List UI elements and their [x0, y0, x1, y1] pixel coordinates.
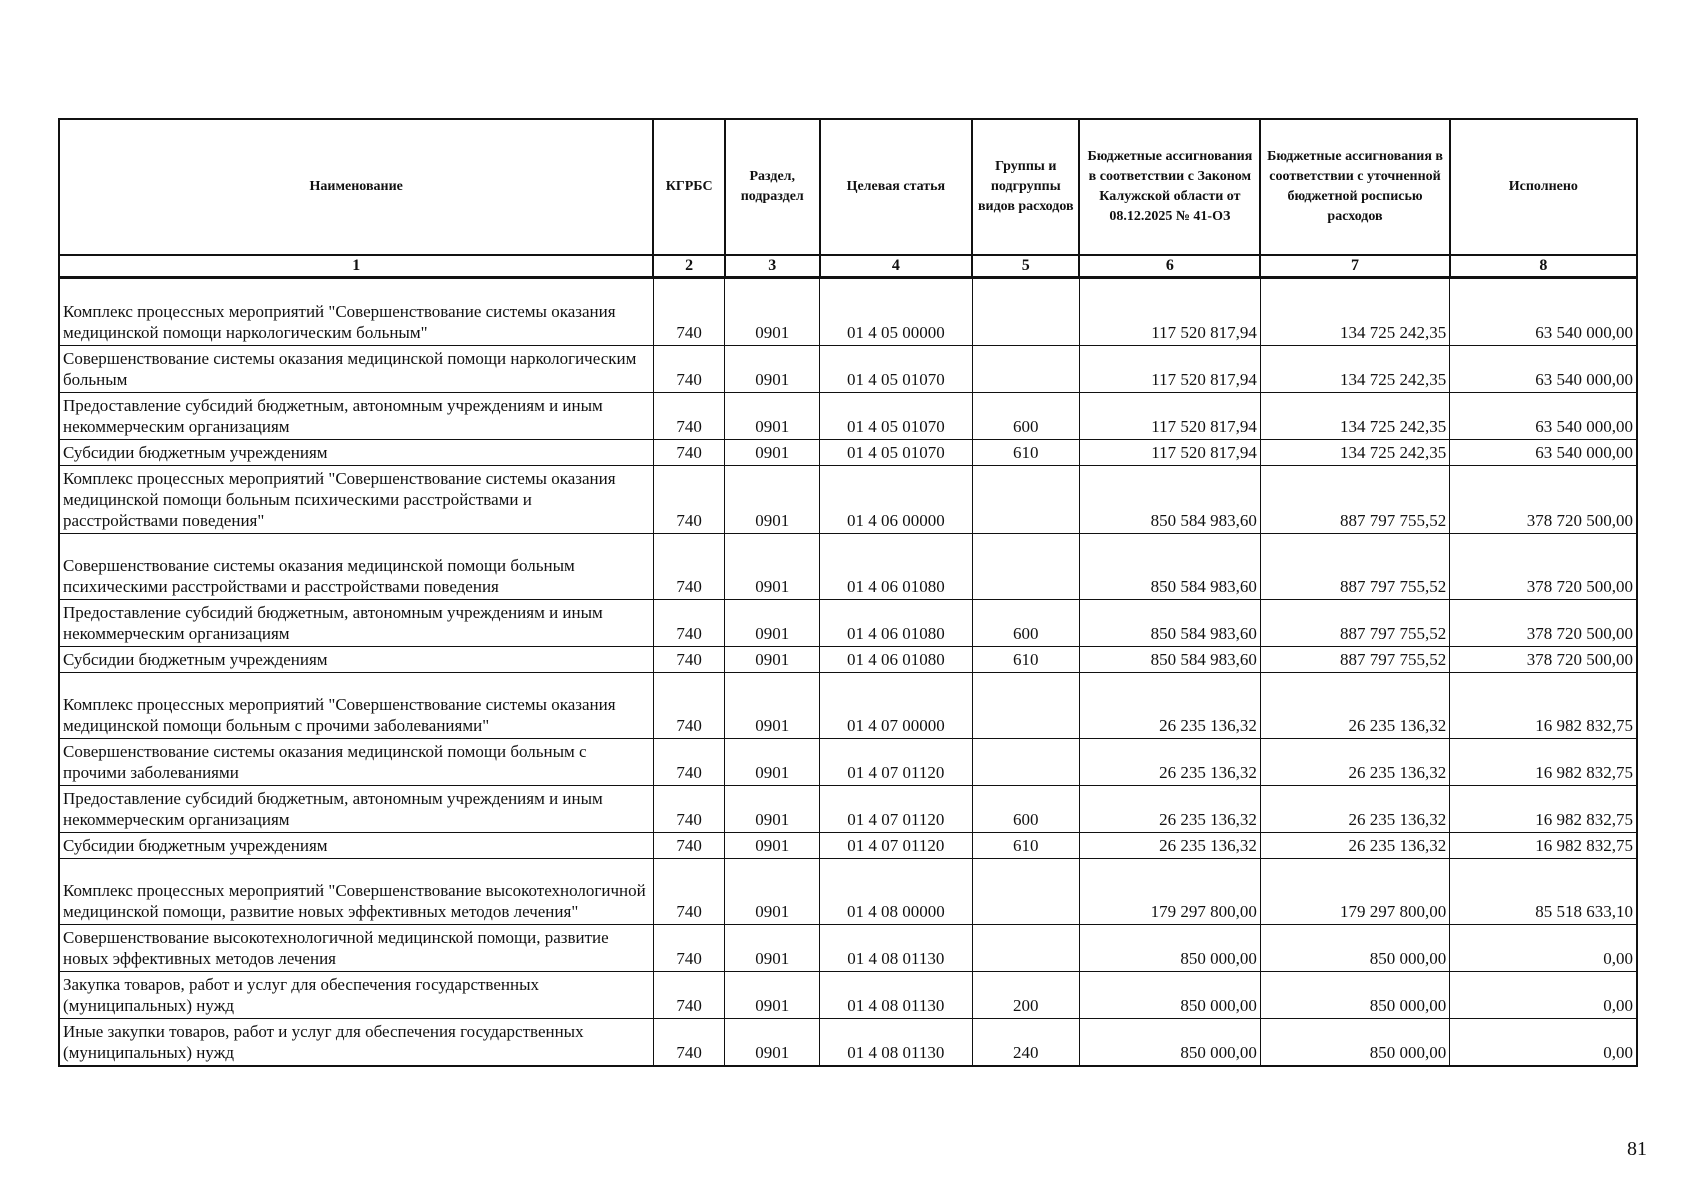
cell-section: 0901: [725, 534, 820, 600]
cell-name: Комплекс процессных мероприятий "Совершенствование высокотехнологичной медицинской помощи, развитие новых эффективных методов лечения": [59, 859, 653, 925]
cell-executed: 0,00: [1450, 972, 1637, 1019]
cell-kgrbs: 740: [653, 346, 725, 393]
cell-target-article: 01 4 08 00000: [820, 859, 973, 925]
cell-expense-group: 610: [972, 647, 1079, 673]
cell-target-article: 01 4 07 01120: [820, 739, 973, 786]
table-row: [59, 925, 1637, 972]
header-row: [59, 119, 1637, 255]
cell-law-allocation: 26 235 136,32: [1079, 739, 1260, 786]
cell-refined-allocation: 26 235 136,32: [1260, 739, 1449, 786]
cell-expense-group: [972, 739, 1079, 786]
cell-name: Закупка товаров, работ и услуг для обеспечения государственных (муниципальных) нужд: [59, 972, 653, 1019]
table-row: [59, 600, 1637, 647]
column-number: 8: [1450, 255, 1637, 278]
cell-executed: 16 982 832,75: [1450, 833, 1637, 859]
cell-refined-allocation: 850 000,00: [1260, 1019, 1449, 1067]
cell-target-article: 01 4 08 01130: [820, 1019, 973, 1067]
cell-section: 0901: [725, 647, 820, 673]
column-number: 3: [725, 255, 820, 278]
header-refined-allocations: Бюджетные ассигнования в соответствии с уточненной бюджетной росписью расходов: [1260, 119, 1449, 255]
cell-kgrbs: 740: [653, 925, 725, 972]
table-row: [59, 466, 1637, 534]
cell-section: 0901: [725, 739, 820, 786]
cell-law-allocation: 117 520 817,94: [1079, 393, 1260, 440]
cell-expense-group: 200: [972, 972, 1079, 1019]
cell-law-allocation: 117 520 817,94: [1079, 278, 1260, 346]
cell-expense-group: 600: [972, 393, 1079, 440]
cell-expense-group: 600: [972, 600, 1079, 647]
cell-name: Субсидии бюджетным учреждениям: [59, 440, 653, 466]
page-number: 81: [1627, 1138, 1647, 1160]
table-row: [59, 647, 1637, 673]
cell-target-article: 01 4 07 00000: [820, 673, 973, 739]
cell-section: 0901: [725, 600, 820, 647]
cell-target-article: 01 4 08 01130: [820, 925, 973, 972]
cell-law-allocation: 26 235 136,32: [1079, 673, 1260, 739]
header-name: Наименование: [59, 119, 653, 255]
cell-kgrbs: 740: [653, 786, 725, 833]
cell-law-allocation: 117 520 817,94: [1079, 346, 1260, 393]
table-row: [59, 833, 1637, 859]
table-row: [59, 534, 1637, 600]
cell-target-article: 01 4 08 01130: [820, 972, 973, 1019]
cell-section: 0901: [725, 786, 820, 833]
cell-target-article: 01 4 05 01070: [820, 440, 973, 466]
cell-kgrbs: 740: [653, 833, 725, 859]
cell-executed: 63 540 000,00: [1450, 440, 1637, 466]
cell-expense-group: [972, 925, 1079, 972]
cell-name: Субсидии бюджетным учреждениям: [59, 647, 653, 673]
cell-target-article: 01 4 05 01070: [820, 346, 973, 393]
cell-section: 0901: [725, 440, 820, 466]
cell-executed: 0,00: [1450, 925, 1637, 972]
cell-section: 0901: [725, 859, 820, 925]
header-law-allocations: Бюджетные ассигнования в соответствии с Законом Калужской области от 08.12.2025 № 41-ОЗ: [1079, 119, 1260, 255]
cell-kgrbs: 740: [653, 739, 725, 786]
table-row: [59, 393, 1637, 440]
cell-refined-allocation: 850 000,00: [1260, 925, 1449, 972]
column-number: 1: [59, 255, 653, 278]
cell-executed: 16 982 832,75: [1450, 786, 1637, 833]
cell-section: 0901: [725, 393, 820, 440]
cell-kgrbs: 740: [653, 440, 725, 466]
header-section: Раздел, подраздел: [725, 119, 820, 255]
cell-section: 0901: [725, 972, 820, 1019]
table-row: [59, 739, 1637, 786]
cell-name: Предоставление субсидий бюджетным, автономным учреждениям и иным некоммерческим организациям: [59, 786, 653, 833]
cell-refined-allocation: 887 797 755,52: [1260, 534, 1449, 600]
header-target-article: Целевая статья: [820, 119, 973, 255]
cell-section: 0901: [725, 278, 820, 346]
cell-executed: 63 540 000,00: [1450, 278, 1637, 346]
cell-kgrbs: 740: [653, 534, 725, 600]
cell-expense-group: 610: [972, 833, 1079, 859]
cell-kgrbs: 740: [653, 393, 725, 440]
cell-executed: 16 982 832,75: [1450, 673, 1637, 739]
table-row: [59, 278, 1637, 346]
cell-kgrbs: 740: [653, 972, 725, 1019]
cell-target-article: 01 4 06 01080: [820, 647, 973, 673]
cell-kgrbs: 740: [653, 1019, 725, 1067]
cell-refined-allocation: 134 725 242,35: [1260, 393, 1449, 440]
cell-executed: 378 720 500,00: [1450, 647, 1637, 673]
cell-law-allocation: 850 584 983,60: [1079, 647, 1260, 673]
cell-executed: 0,00: [1450, 1019, 1637, 1067]
table-row: [59, 859, 1637, 925]
cell-refined-allocation: 134 725 242,35: [1260, 346, 1449, 393]
cell-law-allocation: 26 235 136,32: [1079, 786, 1260, 833]
cell-law-allocation: 26 235 136,32: [1079, 833, 1260, 859]
cell-section: 0901: [725, 1019, 820, 1067]
cell-name: Субсидии бюджетным учреждениям: [59, 833, 653, 859]
cell-target-article: 01 4 06 01080: [820, 534, 973, 600]
cell-name: Предоставление субсидий бюджетным, автономным учреждениям и иным некоммерческим организациям: [59, 600, 653, 647]
cell-refined-allocation: 179 297 800,00: [1260, 859, 1449, 925]
table-row: [59, 786, 1637, 833]
cell-expense-group: 600: [972, 786, 1079, 833]
cell-executed: 378 720 500,00: [1450, 600, 1637, 647]
table-row: [59, 1019, 1637, 1067]
cell-executed: 16 982 832,75: [1450, 739, 1637, 786]
cell-law-allocation: 850 584 983,60: [1079, 600, 1260, 647]
cell-refined-allocation: 134 725 242,35: [1260, 278, 1449, 346]
cell-section: 0901: [725, 673, 820, 739]
cell-refined-allocation: 134 725 242,35: [1260, 440, 1449, 466]
cell-target-article: 01 4 06 00000: [820, 466, 973, 534]
cell-name: Совершенствование системы оказания медицинской помощи наркологическим больным: [59, 346, 653, 393]
table-row: [59, 440, 1637, 466]
cell-law-allocation: 850 584 983,60: [1079, 534, 1260, 600]
cell-section: 0901: [725, 346, 820, 393]
cell-refined-allocation: 887 797 755,52: [1260, 466, 1449, 534]
cell-executed: 63 540 000,00: [1450, 346, 1637, 393]
cell-refined-allocation: 26 235 136,32: [1260, 786, 1449, 833]
cell-expense-group: [972, 346, 1079, 393]
cell-kgrbs: 740: [653, 859, 725, 925]
cell-target-article: 01 4 05 01070: [820, 393, 973, 440]
column-number: 7: [1260, 255, 1449, 278]
cell-expense-group: 610: [972, 440, 1079, 466]
cell-target-article: 01 4 05 00000: [820, 278, 973, 346]
cell-executed: 378 720 500,00: [1450, 534, 1637, 600]
table-row: [59, 346, 1637, 393]
header-kgrbs: КГРБС: [653, 119, 725, 255]
cell-name: Иные закупки товаров, работ и услуг для обеспечения государственных (муниципальных) нужд: [59, 1019, 653, 1067]
cell-name: Совершенствование высокотехнологичной медицинской помощи, развитие новых эффективных методов лечения: [59, 925, 653, 972]
cell-refined-allocation: 887 797 755,52: [1260, 647, 1449, 673]
document-sheet: [58, 118, 1638, 1067]
cell-expense-group: [972, 534, 1079, 600]
column-number: 2: [653, 255, 725, 278]
cell-name: Комплекс процессных мероприятий "Совершенствование системы оказания медицинской помощи больным психическими расстройствами и расстройствами поведения": [59, 466, 653, 534]
cell-expense-group: 240: [972, 1019, 1079, 1067]
cell-target-article: 01 4 06 01080: [820, 600, 973, 647]
cell-refined-allocation: 26 235 136,32: [1260, 833, 1449, 859]
cell-executed: 378 720 500,00: [1450, 466, 1637, 534]
cell-law-allocation: 850 584 983,60: [1079, 466, 1260, 534]
column-number: 6: [1079, 255, 1260, 278]
cell-section: 0901: [725, 925, 820, 972]
cell-kgrbs: 740: [653, 673, 725, 739]
cell-law-allocation: 179 297 800,00: [1079, 859, 1260, 925]
cell-law-allocation: 850 000,00: [1079, 925, 1260, 972]
cell-kgrbs: 740: [653, 600, 725, 647]
budget-table: [58, 118, 1638, 1067]
cell-name: Комплекс процессных мероприятий "Совершенствование системы оказания медицинской помощи больным с прочими заболеваниями": [59, 673, 653, 739]
cell-refined-allocation: 850 000,00: [1260, 972, 1449, 1019]
cell-law-allocation: 850 000,00: [1079, 972, 1260, 1019]
column-number-row: [59, 255, 1637, 278]
cell-refined-allocation: 887 797 755,52: [1260, 600, 1449, 647]
cell-target-article: 01 4 07 01120: [820, 786, 973, 833]
column-number: 5: [972, 255, 1079, 278]
cell-expense-group: [972, 466, 1079, 534]
cell-expense-group: [972, 278, 1079, 346]
cell-kgrbs: 740: [653, 278, 725, 346]
table-row: [59, 972, 1637, 1019]
cell-name: Совершенствование системы оказания медицинской помощи больным с прочими заболеваниями: [59, 739, 653, 786]
cell-name: Совершенствование системы оказания медицинской помощи больным психическими расстройствами и расстройствами поведения: [59, 534, 653, 600]
cell-kgrbs: 740: [653, 466, 725, 534]
cell-executed: 85 518 633,10: [1450, 859, 1637, 925]
cell-expense-group: [972, 859, 1079, 925]
cell-name: Предоставление субсидий бюджетным, автономным учреждениям и иным некоммерческим организациям: [59, 393, 653, 440]
cell-refined-allocation: 26 235 136,32: [1260, 673, 1449, 739]
cell-section: 0901: [725, 833, 820, 859]
cell-executed: 63 540 000,00: [1450, 393, 1637, 440]
cell-kgrbs: 740: [653, 647, 725, 673]
cell-target-article: 01 4 07 01120: [820, 833, 973, 859]
cell-law-allocation: 117 520 817,94: [1079, 440, 1260, 466]
table-row: [59, 673, 1637, 739]
cell-name: Комплекс процессных мероприятий "Совершенствование системы оказания медицинской помощи наркологическим больным": [59, 278, 653, 346]
column-number: 4: [820, 255, 973, 278]
budget-table-body: [59, 278, 1637, 1067]
cell-law-allocation: 850 000,00: [1079, 1019, 1260, 1067]
cell-expense-group: [972, 673, 1079, 739]
cell-section: 0901: [725, 466, 820, 534]
header-expense-group: Группы и подгруппы видов расходов: [972, 119, 1079, 255]
header-executed: Исполнено: [1450, 119, 1637, 255]
